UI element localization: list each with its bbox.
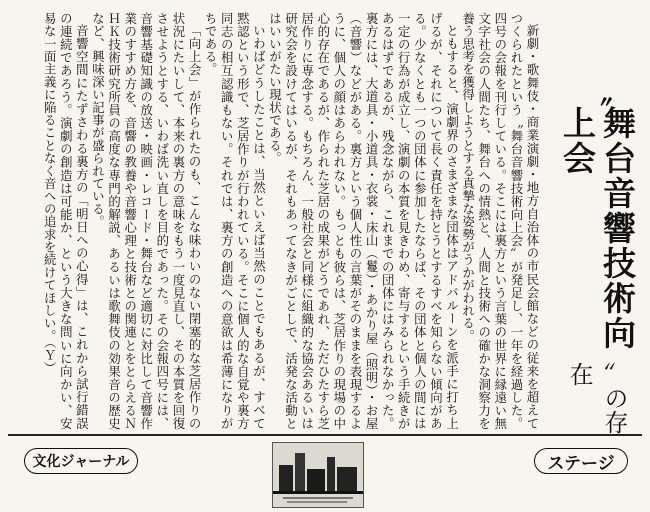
article-paragraph-2: ともすると、演劇界のさまざまな団体はアドバルーンを派手に打ち上げるが、それについて長く責任を持とうとするすべを知らない傾向がある。少なくとも一つの団体に参加したならば、その団体と個人の間には一定の行為が成立し、演劇の本質を見きわめ、寄与するという手続きがあるはずであるが、残念ながら、これまでの団体にはみられなかった。裏方には、大道具・小道具・衣裳・床山（鬘）・あかり屋（照明）・お屋（音響）などがある。裏方という個人性の言葉がそのままを表現するように、個人の顔はあらわれない。もっとも彼らは、芝居作りの現場の中心的存在であるが、作られた芝居の成果がどうであれ、ただひたすら芝居作りに専念する。もちろん、一般社会と同様に組織的な協会あるいは研究会を設けてはいるが、それもあってなきがごとしで、活発な活動とはいいがたい現状である。 [267, 12, 460, 430]
title-main: 舞台音響技術向上会 [558, 106, 637, 351]
stage-photo-image [273, 443, 363, 507]
article-body [12, 12, 540, 430]
footer-divider [8, 434, 642, 436]
stage-photo [272, 442, 364, 508]
section-label-stage: ステージ [534, 448, 628, 474]
article-paragraph-1: 新劇・歌舞伎・商業演劇・地方自治体の市民会館などの従来を超えてつくられたという〝舞台音響技術向上会〟が発足し、一年を経過した。四号の会報を刊行している。そこには裏方という言葉の世界に縁遠い無文字社会の人間たち、舞台への情熱と、人間と技術への確かな洞察力を養う思考を獲得しようとする真摯な姿勢がうかがわれる。 [460, 12, 540, 430]
section-label-bunka-journal: 文化ジャーナル [24, 448, 138, 474]
article-paragraph-3: いわばどうしたことは、当然といえば当然のことでもあるが、すべて黙認という形で、芝居作りが行われている。そこに個人的な自覚や裏方同志の相互認識もない。それでは、裏方の創造への意欲は希薄になりがちである。 [203, 12, 267, 430]
title-open-quote: 〝 [581, 80, 612, 106]
title-suffix: 〟の存在 [565, 361, 628, 434]
article-title [558, 80, 637, 440]
article-paragraph-4: 「向上会」が作られたのも、こんな味わいのない閉塞的な芝居作りの状況にたいして、本来の裏方の意味をもう一度見直し、その本質を回復させようとする、いわば洗い直しを目的であった。その会報四号には、音響基礎知識の放送・映画・レコード・舞台など適切に対比して音響作業のすすめ方を、音響の教養や音響心理と技術との関連とをとらえるＮＨＫ技術研究所員の高度な専門的解説、あるいは歌舞伎の効果音の歴史など、興味深い記事が盛られている。 [90, 12, 203, 430]
article-paragraph-5: 音響空間にたずさわる裏方の「明日への心得」は、これから試行錯誤の連続であろう。演劇の創造は可能か、という大きな問いに向かい、安易な一面主義に陥ることなく音への追求を続けてほしい。（Ｙ） [42, 12, 90, 430]
